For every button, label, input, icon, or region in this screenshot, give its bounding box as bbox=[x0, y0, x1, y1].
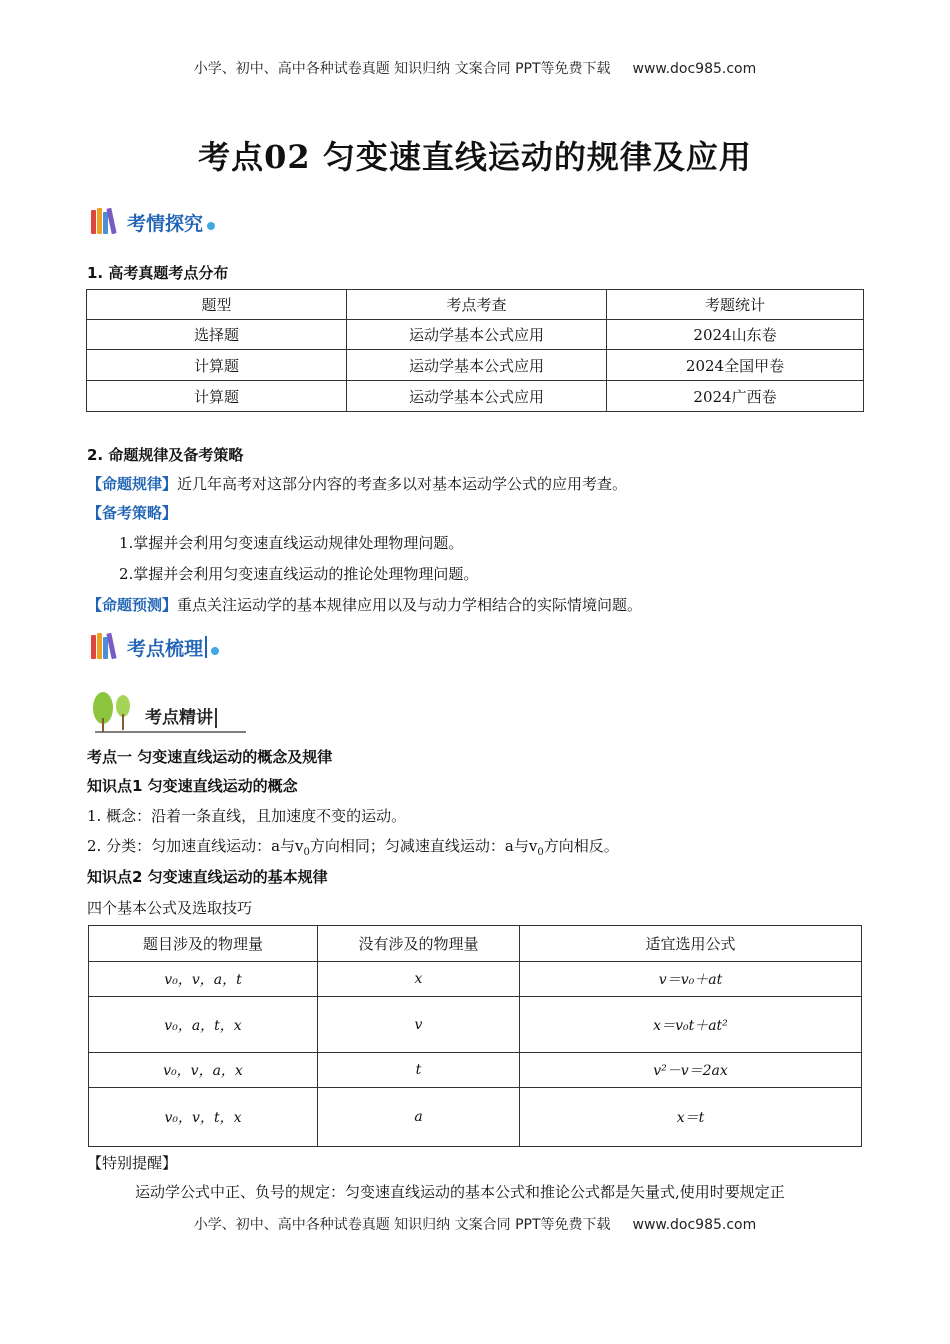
banner-kaodian bbox=[91, 630, 219, 664]
celue-item: 1.掌握并会利用匀变速直线运动规律处理物理问题。 bbox=[119, 534, 464, 552]
celue-item: 2.掌握并会利用匀变速直线运动的推论处理物理问题。 bbox=[119, 565, 479, 583]
page-title: 考点02 匀变速直线运动的规律及应用 bbox=[198, 138, 752, 176]
category-text-b: 方向相同；匀减速直线运动：a与v bbox=[309, 837, 538, 855]
text-cursor bbox=[215, 708, 217, 728]
yuce-line bbox=[87, 594, 642, 615]
table-row bbox=[89, 997, 862, 1053]
header-text: 小学、初中、高中各种试卷真题 知识归纳 文案合同 PPT等免费下载 bbox=[193, 61, 611, 77]
page-footer bbox=[0, 1214, 950, 1234]
yuce-tag: 【命题预测】 bbox=[87, 596, 178, 614]
subscript: 0 bbox=[303, 847, 310, 858]
dot-icon bbox=[207, 222, 215, 230]
table-header: 考点考查 bbox=[347, 290, 607, 320]
table-cell: t bbox=[318, 1053, 520, 1088]
table-header: 题型 bbox=[87, 290, 347, 320]
table-header: 没有涉及的物理量 bbox=[318, 926, 520, 962]
zsd2-heading: 知识点2 匀变速直线运动的基本规律 bbox=[87, 868, 328, 886]
footer-text: 小学、初中、高中各种试卷真题 知识归纳 文案合同 PPT等免费下载 bbox=[193, 1217, 611, 1233]
table-cell: v²－v＝2ax bbox=[520, 1053, 862, 1088]
table-header: 适宜选用公式 bbox=[520, 926, 862, 962]
table-cell: x＝v₀t＋at² bbox=[520, 997, 862, 1053]
reminder-text: 运动学公式中正、负号的规定：匀变速直线运动的基本公式和推论公式都是矢量式,使用时要规定正 bbox=[135, 1183, 785, 1201]
table-cell: a bbox=[318, 1088, 520, 1147]
table-header: 考题统计 bbox=[607, 290, 864, 320]
yuce-text: 重点关注运动学的基本规律应用以及与动力学相结合的实际情境问题。 bbox=[177, 596, 643, 614]
reminder-tag: 【特别提醒】 bbox=[87, 1154, 178, 1172]
table-cell: v＝v₀＋at bbox=[520, 962, 862, 997]
table-cell: v₀，v，a，t bbox=[89, 962, 318, 997]
guilv-line bbox=[87, 473, 627, 494]
zsd1-heading: 知识点1 匀变速直线运动的概念 bbox=[87, 777, 298, 795]
table-cell: 运动学基本公式应用 bbox=[347, 350, 607, 381]
category-item bbox=[87, 835, 619, 858]
footer-url[interactable]: www.doc985.com bbox=[632, 1217, 757, 1233]
category-text-c: 方向相反。 bbox=[543, 837, 619, 855]
page-header bbox=[0, 58, 950, 78]
table-cell: 选择题 bbox=[87, 320, 347, 350]
header-url[interactable]: www.doc985.com bbox=[632, 61, 757, 77]
table-intro: 四个基本公式及选取技巧 bbox=[87, 899, 253, 917]
section1-heading: 1. 高考真题考点分布 bbox=[87, 264, 229, 282]
text-cursor bbox=[205, 636, 207, 658]
guilv-text: 近几年高考对这部分内容的考查多以对基本运动学公式的应用考查。 bbox=[177, 475, 628, 493]
table-cell: v bbox=[318, 997, 520, 1053]
books-icon bbox=[91, 208, 121, 236]
banner-kaoqing-label: 考情探究 bbox=[127, 212, 204, 235]
exam-distribution-table bbox=[86, 289, 864, 412]
table-cell: 2024广西卷 bbox=[607, 381, 864, 412]
table-cell: v₀，v，t，x bbox=[89, 1088, 318, 1147]
celue-line bbox=[87, 502, 177, 523]
concept-prefix: 1. 概念： bbox=[87, 807, 152, 825]
table-row bbox=[87, 381, 864, 412]
table-cell: x＝t bbox=[520, 1088, 862, 1147]
table-cell: 2024全国甲卷 bbox=[607, 350, 864, 381]
table-cell: 2024山东卷 bbox=[607, 320, 864, 350]
celue-tag: 【备考策略】 bbox=[87, 504, 178, 522]
table-cell: 运动学基本公式应用 bbox=[347, 381, 607, 412]
concept-item bbox=[87, 805, 406, 826]
table-row bbox=[87, 350, 864, 381]
table-cell: v₀，a，t，x bbox=[89, 997, 318, 1053]
kaodian1-heading: 考点一 匀变速直线运动的概念及规律 bbox=[87, 748, 333, 766]
table-row bbox=[87, 320, 864, 350]
table-row bbox=[89, 1088, 862, 1147]
subscript: 0 bbox=[537, 847, 544, 858]
banner-jingjiang-text: 考点精讲 bbox=[145, 708, 213, 728]
table-cell: v₀，v，a，x bbox=[89, 1053, 318, 1088]
banner-jingjiang-label bbox=[145, 703, 217, 728]
table-cell: 计算题 bbox=[87, 381, 347, 412]
table-cell: 运动学基本公式应用 bbox=[347, 320, 607, 350]
table-cell: 计算题 bbox=[87, 350, 347, 381]
concept-text: 沿着一条直线，且加速度不变的运动。 bbox=[151, 807, 407, 825]
category-prefix: 2. 分类： bbox=[87, 837, 152, 855]
table-cell: x bbox=[318, 962, 520, 997]
books-icon bbox=[91, 633, 121, 661]
table-header: 题目涉及的物理量 bbox=[89, 926, 318, 962]
banner-kaoqing bbox=[91, 205, 215, 239]
banner-kaodian-label: 考点梳理 bbox=[127, 637, 204, 660]
table-row bbox=[89, 962, 862, 997]
category-text-a: 匀加速直线运动：a与v bbox=[151, 837, 304, 855]
section2-heading: 2. 命题规律及备考策略 bbox=[87, 446, 244, 464]
table-row bbox=[89, 1053, 862, 1088]
formula-table bbox=[88, 925, 862, 1147]
dot-icon bbox=[211, 647, 219, 655]
guilv-tag: 【命题规律】 bbox=[87, 475, 178, 493]
